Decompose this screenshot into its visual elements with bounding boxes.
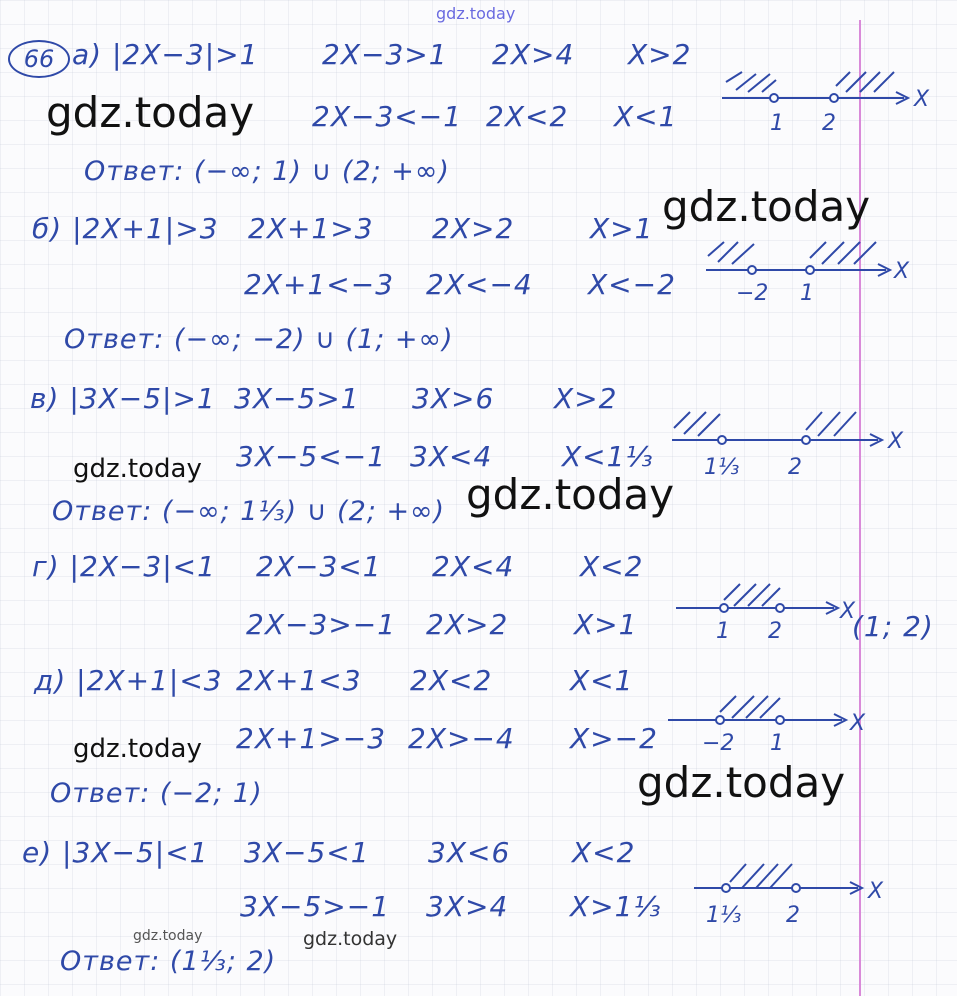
- axis-point-label: 1: [716, 619, 730, 644]
- step-text: е) |3X−5|<1: [22, 836, 209, 869]
- step-text: 3X>4: [426, 890, 509, 923]
- step-text: 2X>−4: [408, 722, 515, 755]
- step-text: 3X−5>−1: [240, 890, 391, 923]
- axis-point-label: 1: [770, 731, 784, 756]
- step-text: 3X>6: [412, 382, 495, 415]
- axis-point-label: 1: [800, 281, 814, 306]
- step-text: 3X<4: [410, 440, 493, 473]
- step-text: 2X+1<−3: [244, 268, 395, 301]
- step-text: X<2: [580, 550, 644, 583]
- step-text: 2X>4: [492, 38, 575, 71]
- step-text: X>−2: [570, 722, 658, 755]
- axis-var-label: X: [850, 711, 866, 736]
- axis-point-label: −2: [736, 281, 769, 306]
- number-line-a: [718, 60, 938, 140]
- step-text: 3X−5<−1: [236, 440, 387, 473]
- shading-right: [836, 72, 894, 92]
- step-text: 2X<4: [432, 550, 515, 583]
- step-text: 2X+1<3: [236, 664, 362, 697]
- step-text: X>1: [590, 212, 654, 245]
- shading-left: [726, 72, 776, 92]
- axis-var-label: X: [868, 879, 884, 904]
- step-text: 3X−5<1: [244, 836, 370, 869]
- number-line-g: [672, 572, 872, 652]
- watermark-top: gdz.today: [436, 4, 516, 23]
- axis-point-label: 1⅓: [704, 455, 740, 480]
- watermark: gdz.today: [466, 470, 675, 519]
- watermark: gdz.today: [46, 88, 255, 137]
- step-text: в) |3X−5|>1: [30, 382, 216, 415]
- axis-point-label: 2: [768, 619, 782, 644]
- step-text: 2X>2: [432, 212, 515, 245]
- step-text: 3X<6: [428, 836, 511, 869]
- number-line-v: [668, 402, 908, 488]
- problem-number: 66: [8, 40, 70, 78]
- step-text: 2X+1>3: [248, 212, 374, 245]
- step-text: 2X−3>1: [322, 38, 448, 71]
- axis-var-label: X: [894, 259, 910, 284]
- step-text: 2X>2: [426, 608, 509, 641]
- watermark: gdz.today: [133, 928, 203, 944]
- step-text: X>1: [574, 608, 638, 641]
- step-text: X>1⅓: [570, 890, 662, 923]
- step-text: X>2: [628, 38, 692, 71]
- axis-point-label: −2: [702, 731, 735, 756]
- step-text: X<1: [614, 100, 678, 133]
- watermark: gdz.today: [303, 928, 398, 950]
- answer-text: Ответ: (−2; 1): [50, 778, 263, 809]
- number-line-b: [702, 232, 922, 312]
- step-text: 2X−3<1: [256, 550, 382, 583]
- step-text: X>2: [554, 382, 618, 415]
- axis-point-label: 1: [770, 111, 784, 136]
- answer-text: Ответ: (−∞; 1) ∪ (2; +∞): [84, 156, 450, 187]
- page-margin-line: [859, 20, 861, 996]
- axis-var-label: X: [914, 87, 930, 112]
- step-text: X<−2: [588, 268, 676, 301]
- axis-var-label: X: [888, 429, 904, 454]
- step-text: X<1: [570, 664, 634, 697]
- axis-point-label: 1⅓: [706, 903, 742, 928]
- step-text: а) |2X−3|>1: [72, 38, 259, 71]
- step-text: б) |2X+1|>3: [32, 212, 219, 245]
- watermark: gdz.today: [662, 182, 871, 231]
- step-text: г) |2X−3|<1: [32, 550, 216, 583]
- answer-text: Ответ: (−∞; −2) ∪ (1; +∞): [64, 324, 454, 355]
- step-text: X<1⅓: [562, 440, 654, 473]
- answer-text: (1; 2): [852, 610, 934, 643]
- watermark: gdz.today: [73, 454, 202, 484]
- axis-point-label: 2: [822, 111, 836, 136]
- watermark: gdz.today: [73, 734, 202, 764]
- axis-point-label: 2: [786, 903, 800, 928]
- answer-text: Ответ: (1⅓; 2): [60, 946, 277, 977]
- step-text: 3X−5>1: [234, 382, 360, 415]
- axis-var-label: X: [840, 599, 856, 624]
- answer-text: Ответ: (−∞; 1⅓) ∪ (2; +∞): [52, 496, 446, 527]
- number-line-e: [690, 852, 900, 936]
- step-text: X<2: [572, 836, 636, 869]
- watermark: gdz.today: [637, 758, 846, 807]
- step-text: 2X<−4: [426, 268, 533, 301]
- step-text: 2X+1>−3: [236, 722, 387, 755]
- number-line-d: [664, 684, 874, 764]
- step-text: 2X<2: [486, 100, 569, 133]
- step-text: 2X−3>−1: [246, 608, 397, 641]
- step-text: д) |2X+1|<3: [34, 664, 223, 697]
- step-text: 2X<2: [410, 664, 493, 697]
- axis-point-label: 2: [788, 455, 802, 480]
- step-text: 2X−3<−1: [312, 100, 463, 133]
